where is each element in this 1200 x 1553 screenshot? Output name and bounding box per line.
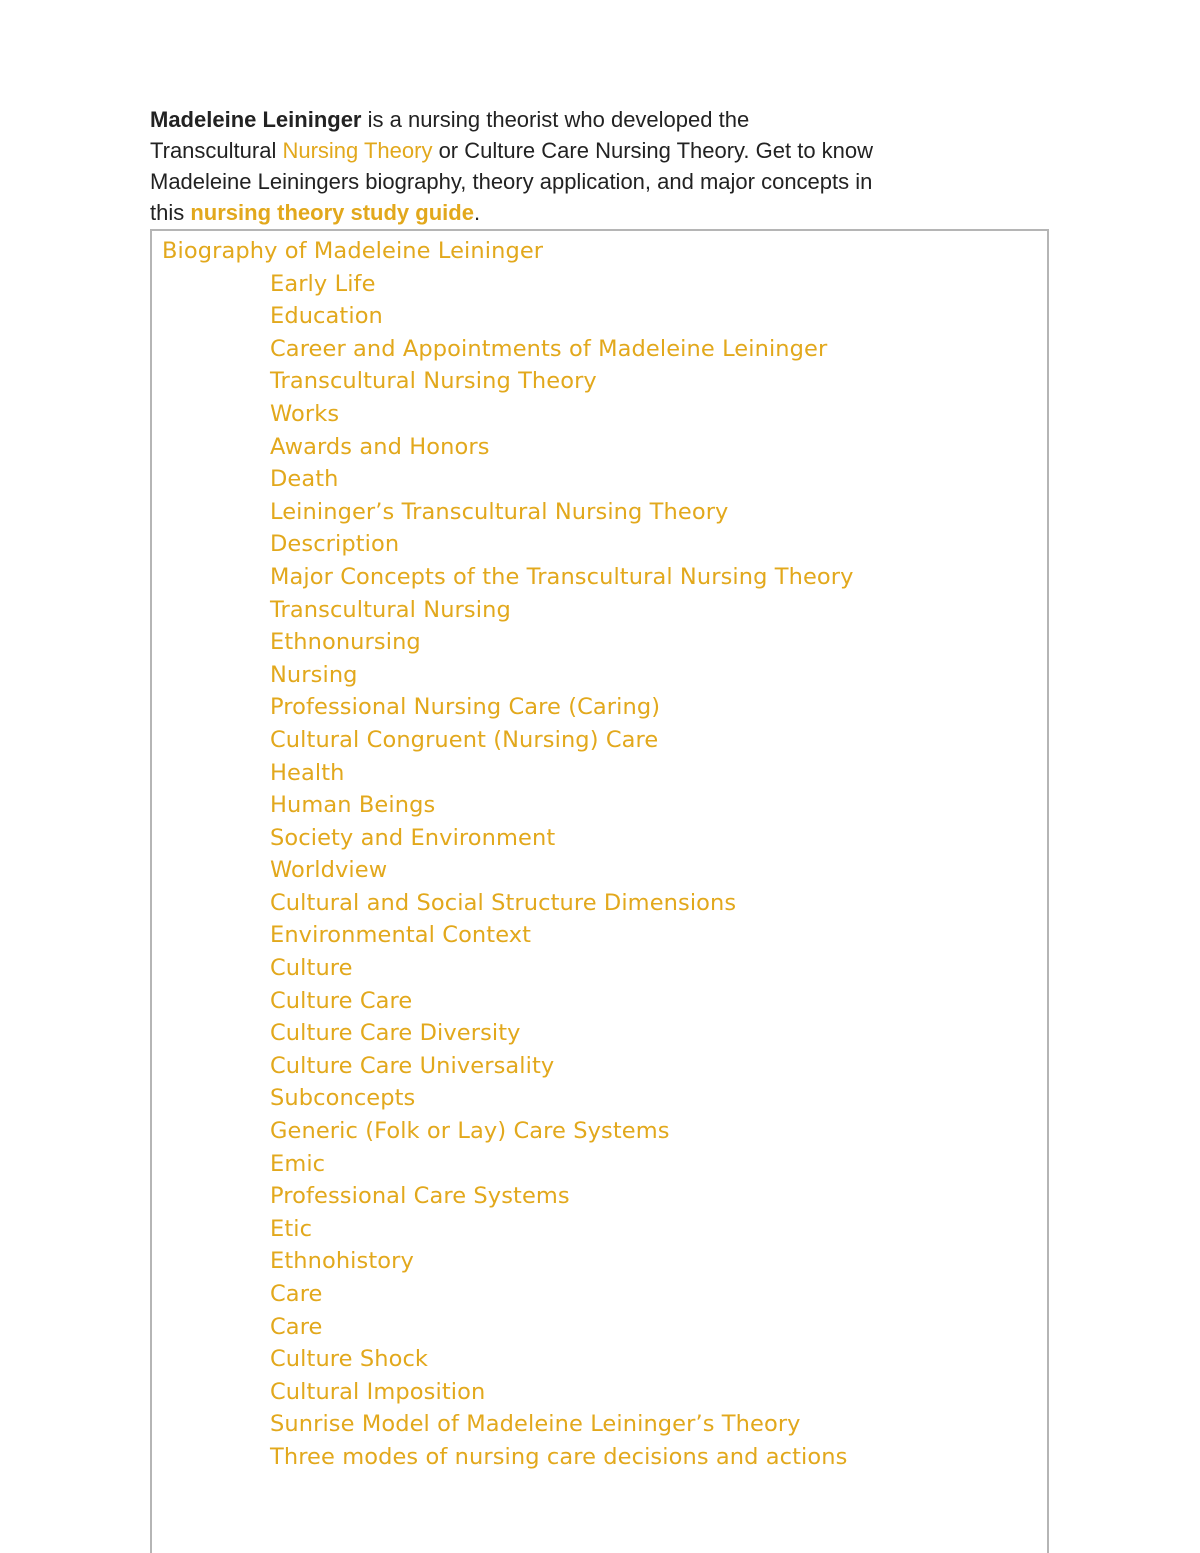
toc-item-link[interactable]: Ethnohistory xyxy=(270,1248,414,1275)
table-of-contents xyxy=(150,229,1049,1553)
toc-item-link[interactable]: Cultural and Social Structure Dimensions xyxy=(270,889,737,916)
toc-item-link[interactable]: Human Beings xyxy=(270,792,436,819)
toc-item-link[interactable]: Professional Nursing Care (Caring) xyxy=(270,694,661,721)
intro-line-1 xyxy=(150,104,1030,135)
toc-item-link[interactable]: Culture xyxy=(270,955,353,982)
theorist-name: Madeleine Leininger xyxy=(150,107,362,132)
toc-item-link[interactable]: Early Life xyxy=(270,270,376,297)
intro-text-1: is a nursing theorist who developed the xyxy=(361,107,750,132)
intro-text-5: this xyxy=(150,200,191,225)
toc-item-link[interactable]: Care xyxy=(270,1281,323,1307)
nursing-theory-link[interactable]: Nursing Theory xyxy=(282,138,433,163)
toc-item-link[interactable]: Culture Care Universality xyxy=(270,1052,555,1079)
toc-item-link[interactable]: Three modes of nursing care decisions and actions xyxy=(270,1443,848,1470)
toc-item-link[interactable]: Leininger’s Transcultural Nursing Theory xyxy=(270,498,729,525)
toc-item-link[interactable]: Sunrise Model of Madeleine Leininger’s Theory xyxy=(270,1411,801,1438)
study-guide-link[interactable]: nursing theory study guide xyxy=(190,200,474,225)
toc-item-link[interactable]: Subconcepts xyxy=(270,1085,416,1112)
toc-item-link[interactable]: Culture Shock xyxy=(270,1346,429,1373)
toc-item-link[interactable]: Emic xyxy=(270,1150,326,1177)
toc-item-link[interactable]: Education xyxy=(270,303,383,330)
toc-item-link[interactable]: Professional Care Systems xyxy=(270,1183,570,1210)
toc-item-link[interactable]: Major Concepts of the Transcultural Nursing Theory xyxy=(270,563,854,590)
toc-item-link[interactable]: Cultural Congruent (Nursing) Care xyxy=(270,726,659,753)
intro-text-6: . xyxy=(473,200,481,225)
intro-text-2: Transcultural xyxy=(150,138,283,163)
toc-item-link[interactable]: Culture Care xyxy=(270,987,413,1014)
intro-line-2 xyxy=(150,135,1030,166)
intro-line-3: Madeleine Leiningers biography, theory application, and major concepts in xyxy=(150,169,873,194)
toc-item-link[interactable]: Career and Appointments of Madeleine Leininger xyxy=(270,335,828,362)
toc-item-link[interactable]: Death xyxy=(270,466,339,493)
toc-item-link[interactable]: Worldview xyxy=(270,857,388,884)
toc-item-link[interactable]: Etic xyxy=(270,1215,313,1242)
toc-item-link[interactable]: Transcultural Nursing Theory xyxy=(270,368,597,395)
toc-item-link[interactable]: Health xyxy=(270,759,345,786)
toc-item-link[interactable]: Care xyxy=(270,1313,323,1340)
intro-paragraph xyxy=(150,104,1030,228)
toc-item-link[interactable]: Society and Environment xyxy=(270,824,556,851)
toc-item-link[interactable]: Works xyxy=(270,400,340,427)
toc-item-link[interactable]: Transcultural Nursing xyxy=(270,596,511,623)
toc-heading-link[interactable]: Biography of Madeleine Leininger xyxy=(162,238,544,264)
toc-item-link[interactable]: Ethnonursing xyxy=(270,629,421,656)
toc-item-link[interactable]: Environmental Context xyxy=(270,922,532,949)
toc-item-link[interactable]: Description xyxy=(270,531,400,558)
toc-item-link[interactable]: Nursing xyxy=(270,661,358,688)
toc-list xyxy=(152,268,1047,1474)
toc-item-link[interactable]: Awards and Honors xyxy=(270,433,490,460)
toc-item-link[interactable]: Generic (Folk or Lay) Care Systems xyxy=(270,1118,670,1145)
toc-item-link[interactable]: Cultural Imposition xyxy=(270,1378,486,1405)
intro-text-3: or Culture Care Nursing Theory. Get to know xyxy=(432,138,874,163)
toc-item-link[interactable]: Culture Care Diversity xyxy=(270,1020,521,1047)
intro-line-4 xyxy=(150,197,1030,228)
